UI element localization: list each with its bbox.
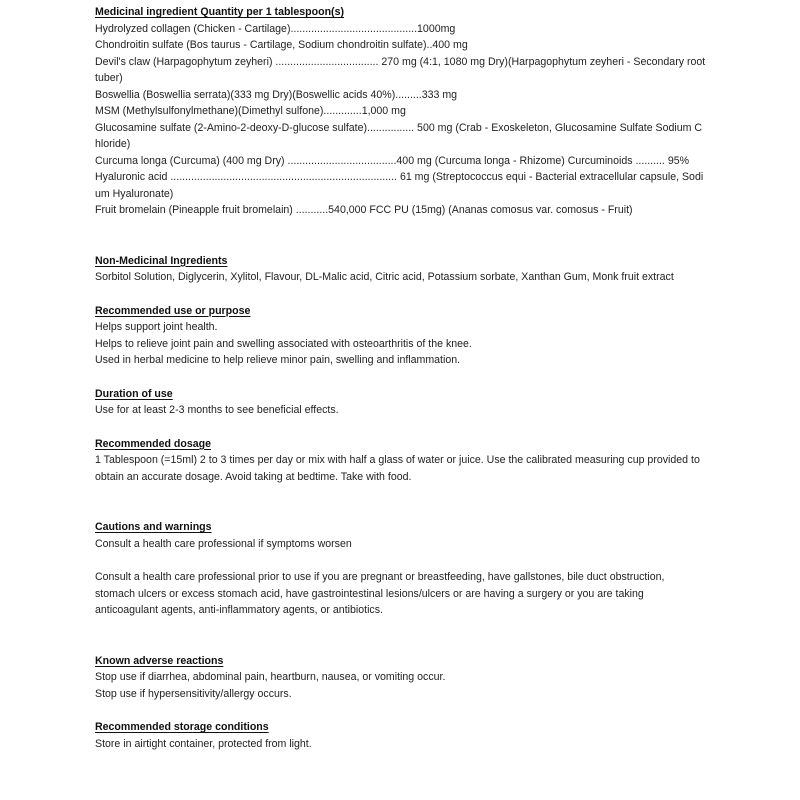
ingredient-chondroitin: Chondroitin sulfate (Bos taurus - Cartilage, Sodium chondroitin sulfate)..400 mg (95, 39, 468, 51)
non-medicinal-text: Sorbitol Solution, Diglycerin, Xylitol, Flavour, DL-Malic acid, Citric acid, Potassium sorbate, Xanthan Gum, Monk fruit extract (95, 271, 674, 283)
ingredient-hyaluronic-acid: Hyaluronic acid ............................................................................. 61 mg (Streptococcus equi - Bacterial extracellular capsule, Sodium Hyaluronate) (95, 171, 704, 200)
ingredient-collagen: Hydrolyzed collagen (Chicken - Cartilage)...........................................1000mg (95, 22, 456, 35)
cautions-paragraph: Consult a health care professional prior to use if you are pregnant or breastfeeding, have gallstones, bile duct obstruction, stomach ulcers or excess stomach acid, have gastrointestinal lesions/ulcers or are having a surgery or you are taking anticoagulant agents, anti-inflammatory agents, or antibiotics. (95, 571, 665, 616)
dosage-heading: Recommended dosage (95, 437, 211, 450)
paragraph-spacer (95, 552, 707, 569)
adverse-reactions-heading: Known adverse reactions (95, 654, 224, 667)
storage-heading: Recommended storage conditions (95, 721, 269, 733)
storage-text: Store in airtight container, protected from light. (95, 737, 312, 750)
recommended-use-line: Helps support joint health. (95, 321, 218, 333)
recommended-use-line: Helps to relieve joint pain and swelling associated with osteoarthritis of the knee. (95, 337, 472, 350)
section-spacer (95, 419, 707, 436)
medicinal-ingredients-heading: Medicinal ingredient Quantity per 1 tablespoon(s) (95, 6, 344, 18)
adverse-reaction-line: Stop use if hypersensitivity/allergy occurs. (95, 687, 292, 700)
ingredient-msm: MSM (Methylsulfonylmethane)(Dimethyl sulfone).............1,000 mg (95, 105, 406, 117)
ingredient-bromelain: Fruit bromelain (Pineapple fruit bromelain) ...........540,000 FCC PU (15mg) (Ananas comosus var. comosus - Fruit) (95, 204, 633, 216)
ingredient-curcuma: Curcuma longa (Curcuma) (400 mg Dry) .....................................400 mg (Curcuma longa - Rhizome) Curcuminoids .......... 95% (95, 154, 690, 167)
document-page (95, 4, 707, 752)
section-spacer (95, 702, 707, 719)
recommended-use-heading: Recommended use or purpose (95, 304, 251, 317)
recommended-use-line: Used in herbal medicine to help relieve minor pain, swelling and inflammation. (95, 354, 461, 366)
section-spacer (95, 485, 707, 519)
cautions-line: Consult a health care professional if symptoms worsen (95, 537, 352, 550)
duration-heading: Duration of use (95, 387, 173, 400)
ingredient-devils-claw: Devil's claw (Harpagophytum zeyheri) ................................... 270 mg (4:1, 1080 mg Dry)(Harpagophytum zeyheri - Secondary root tuber) (95, 55, 706, 84)
section-spacer (95, 369, 707, 386)
dosage-text: 1 Tablespoon (=15ml) 2 to 3 times per day or mix with half a glass of water or juice. Use the calibrated measuring cup provided to obtain an accurate dosage. Avoid taking at bedtime. Take with food. (95, 454, 700, 483)
section-spacer (95, 286, 707, 303)
adverse-reaction-line: Stop use if diarrhea, abdominal pain, heartburn, nausea, or vomiting occur. (95, 671, 446, 683)
ingredient-glucosamine: Glucosamine sulfate (2-Amino-2-deoxy-D-glucose sulfate)................ 500 mg (Crab - Exoskeleton, Glucosamine Sulfate Sodium Chloride) (95, 121, 703, 150)
ingredient-boswellia: Boswellia (Boswellia serrata)(333 mg Dry)(Boswellic acids 40%).........333 mg (95, 88, 458, 101)
non-medicinal-heading: Non-Medicinal Ingredients (95, 254, 228, 267)
cautions-heading: Cautions and warnings (95, 521, 212, 533)
section-spacer (95, 219, 707, 253)
section-spacer (95, 619, 707, 653)
duration-text: Use for at least 2-3 months to see beneficial effects. (95, 404, 339, 416)
